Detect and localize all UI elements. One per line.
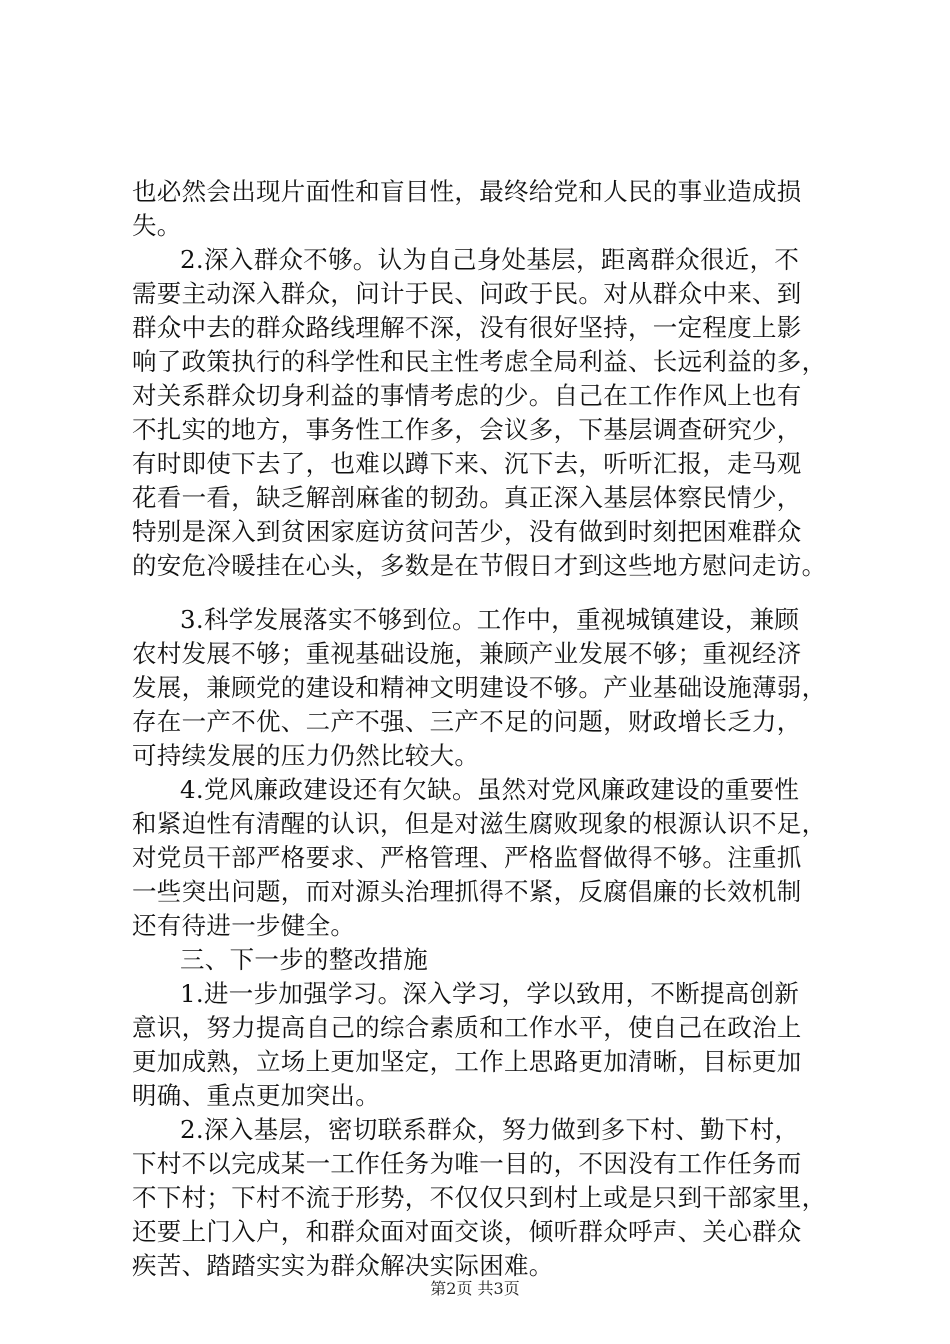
text-line: 响了政策执行的科学性和民主性考虑全局利益、长远利益的多，	[132, 347, 827, 376]
text-line: 不扎实的地方，事务性工作多，会议多，下基层调查研究少，	[132, 415, 802, 444]
text-line: 还有待进一步健全。	[132, 911, 356, 940]
paragraph-first-line: 2.深入基层，密切联系群众，努力做到多下村、勤下村，	[180, 1115, 800, 1144]
text-line: 有时即使下去了，也难以蹲下来、沉下去，听听汇报，走马观	[132, 449, 802, 478]
text-line: 存在一产不优、二产不强、三产不足的问题，财政增长乏力，	[132, 707, 802, 736]
text-line: 花看一看，缺乏解剖麻雀的韧劲。真正深入基层体察民情少，	[132, 483, 802, 512]
text-line: 对党员干部严格要求、严格管理、严格监督做得不够。注重抓	[132, 843, 802, 872]
text-line: 和紧迫性有清醒的认识，但是对滋生腐败现象的根源认识不足，	[132, 809, 827, 838]
paragraph-first-line: 4.党风廉政建设还有欠缺。虽然对党风廉政建设的重要性	[180, 775, 800, 804]
text-line: 更加成熟，立场上更加坚定，工作上思路更加清晰，目标更加	[132, 1047, 802, 1076]
text-line: 明确、重点更加突出。	[132, 1081, 380, 1110]
text-line: 的安危冷暖挂在心头，多数是在节假日才到这些地方慰问走访。	[132, 551, 827, 580]
text-line: 也必然会出现片面性和盲目性，最终给党和人民的事业造成损	[132, 177, 802, 206]
text-line: 群众中去的群众路线理解不深，没有很好坚持，一定程度上影	[132, 313, 802, 342]
paragraph-first-line: 2.深入群众不够。认为自己身处基层，距离群众很近，不	[180, 245, 800, 274]
text-line: 意识，努力提高自己的综合素质和工作水平，使自己在政治上	[132, 1013, 802, 1042]
text-line: 不下村；下村不流于形势，不仅仅只到村上或是只到干部家里，	[132, 1183, 827, 1212]
text-line: 特别是深入到贫困家庭访贫问苦少，没有做到时刻把困难群众	[132, 517, 802, 546]
section-heading: 三、下一步的整改措施	[180, 945, 428, 974]
text-line: 一些突出问题，而对源头治理抓得不紧，反腐倡廉的长效机制	[132, 877, 802, 906]
text-line: 还要上门入户，和群众面对面交谈，倾听群众呼声、关心群众	[132, 1217, 802, 1246]
text-line: 下村不以完成某一工作任务为唯一目的，不因没有工作任务而	[132, 1149, 802, 1178]
text-line: 对关系群众切身利益的事情考虑的少。自己在工作作风上也有	[132, 381, 802, 410]
paragraph-first-line: 1.进一步加强学习。深入学习，学以致用，不断提高创新	[180, 979, 800, 1008]
text-line: 疾苦、踏踏实实为群众解决实际困难。	[132, 1251, 554, 1280]
text-line: 需要主动深入群众，问计于民、问政于民。对从群众中来、到	[132, 279, 802, 308]
text-line: 失。	[132, 211, 182, 240]
paragraph-first-line: 3.科学发展落实不够到位。工作中，重视城镇建设，兼顾	[180, 605, 800, 634]
text-line: 农村发展不够；重视基础设施，兼顾产业发展不够；重视经济	[132, 639, 802, 668]
text-line: 可持续发展的压力仍然比较大。	[132, 741, 480, 770]
text-line: 发展，兼顾党的建设和精神文明建设不够。产业基础设施薄弱，	[132, 673, 827, 702]
page-number-footer: 第2页 共3页	[430, 1279, 520, 1298]
